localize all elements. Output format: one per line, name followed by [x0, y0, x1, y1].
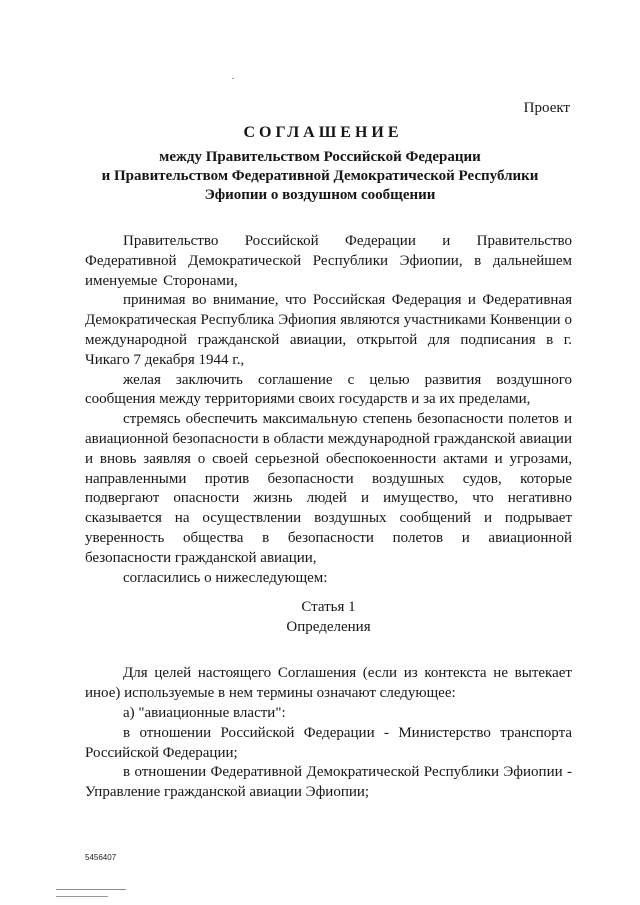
article-header [85, 597, 572, 637]
footer-rule [56, 889, 126, 890]
draft-stamp: Проект [523, 100, 570, 116]
article-heading: Определения [286, 619, 371, 636]
preamble-paragraph: желая заключить соглашение с целью развития воздушного сообщения между территориями своих государств и за их пределами, [85, 371, 572, 408]
subtitle-line: между Правительством Российской Федерации [159, 149, 481, 165]
title-block [0, 124, 640, 205]
article-number: Статья 1 [301, 599, 356, 616]
footer-code: 5456407 [85, 853, 117, 862]
preamble-paragraph: Правительство Российской Федерации и Правительство Федеративной Демократической Республики Эфиопии, в дальнейшем именуемые Сторонами, [85, 233, 572, 289]
preamble-paragraph: согласились о нижеследующем: [123, 569, 328, 586]
preamble-paragraph: принимая во внимание, что Российская Федерация и Федеративная Демократическая Республика Эфиопия являются участниками Конвенции о международной гражданской авиации, открытой для подписания в г. Чикаго 7 декабря 1944 г., [85, 292, 572, 368]
article-paragraph: в отношении Федеративной Демократической Республики Эфиопии - Управление гражданской авиации Эфиопии; [85, 764, 572, 801]
preamble-paragraph: стремясь обеспечить максимальную степень безопасности полетов и авиационной безопасности в области международной гражданской авиации и вновь заявляя о своей серьезной обеспокоенности актами и угрозами, направленными против безопасности воздушных судов, которые подвергают опасности жизнь людей и имущество, что негативно сказывается на осуществлении воздушных сообщений и подрывает уверенность общества в безопасности полетов и авиационной безопасности гражданской авиации, [85, 411, 572, 566]
article-paragraph: в отношении Российской Федерации - Министерство транспорта Российской Федерации; [85, 724, 572, 761]
subtitle-line: Эфиопии о воздушном сообщении [204, 187, 436, 203]
footer-rule [56, 896, 108, 897]
document-title: СОГЛАШЕНИЕ [243, 124, 403, 141]
article-paragraph: а) "авиационные власти": [123, 704, 286, 721]
subtitle-line: и Правительством Федеративной Демократической Республики [101, 168, 539, 184]
article-paragraph: Для целей настоящего Соглашения (если из контекста не вытекает иное) используемые в нем термины означают следующее: [85, 665, 572, 702]
document-body [85, 232, 572, 803]
scan-speck [232, 78, 234, 79]
document-subtitle [0, 148, 640, 205]
